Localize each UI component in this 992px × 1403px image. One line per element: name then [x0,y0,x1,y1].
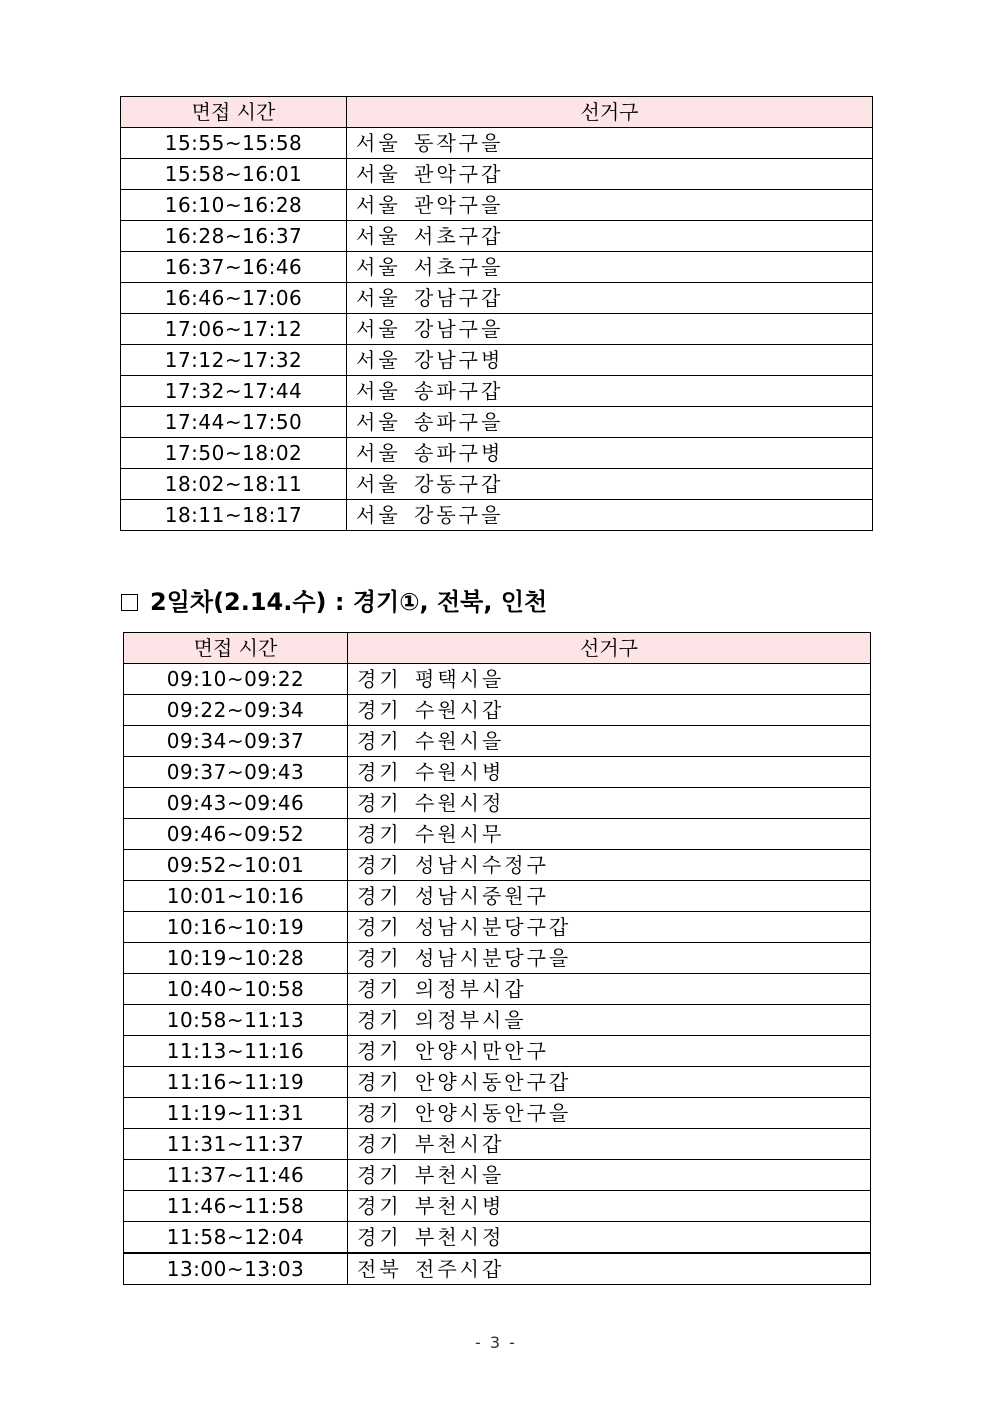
table-row [124,726,871,757]
time-cell: 09:10~09:22 [124,664,348,695]
table-header-row [124,633,871,664]
section-heading-day2 [121,582,547,617]
district-cell: 서울 강남구갑 [347,283,873,314]
time-cell: 09:43~09:46 [124,788,348,819]
table-row [124,1160,871,1191]
time-cell: 11:19~11:31 [124,1098,348,1129]
table-row [124,912,871,943]
time-cell: 15:55~15:58 [121,128,347,159]
time-cell: 11:13~11:16 [124,1036,348,1067]
table-row [124,1098,871,1129]
district-cell: 서울 송파구을 [347,407,873,438]
header-district: 선거구 [347,97,873,128]
table-row [121,500,873,531]
time-cell: 10:40~10:58 [124,974,348,1005]
district-cell: 경기 성남시중원구 [348,881,871,912]
table-row [124,881,871,912]
page-number: - 3 - [475,1333,517,1352]
district-cell: 경기 의정부시갑 [348,974,871,1005]
time-cell: 17:32~17:44 [121,376,347,407]
table-row [124,974,871,1005]
district-cell: 경기 부천시갑 [348,1129,871,1160]
header-district: 선거구 [348,633,871,664]
table-row [121,345,873,376]
district-cell: 경기 부천시병 [348,1191,871,1222]
time-cell: 10:16~10:19 [124,912,348,943]
time-cell: 09:37~09:43 [124,757,348,788]
header-time: 면접 시간 [121,97,347,128]
table-row [124,819,871,850]
district-cell: 전북 전주시갑 [348,1253,871,1285]
district-cell: 경기 성남시분당구을 [348,943,871,974]
time-cell: 10:58~11:13 [124,1005,348,1036]
checkbox-icon [121,594,138,611]
time-cell: 09:46~09:52 [124,819,348,850]
time-cell: 13:00~13:03 [124,1253,348,1285]
time-cell: 11:58~12:04 [124,1222,348,1254]
time-cell: 10:19~10:28 [124,943,348,974]
table-row [121,128,873,159]
table-row [121,252,873,283]
time-cell: 09:52~10:01 [124,850,348,881]
table-row [124,1222,871,1254]
table-body [121,128,873,531]
table-row [124,695,871,726]
district-cell: 경기 안양시동안구을 [348,1098,871,1129]
time-cell: 18:02~18:11 [121,469,347,500]
district-cell: 경기 부천시을 [348,1160,871,1191]
district-cell: 경기 안양시동안구갑 [348,1067,871,1098]
table-row [124,1253,871,1285]
district-cell: 경기 안양시만안구 [348,1036,871,1067]
district-cell: 서울 서초구을 [347,252,873,283]
district-cell: 경기 부천시정 [348,1222,871,1254]
time-cell: 17:44~17:50 [121,407,347,438]
table-row [124,788,871,819]
district-cell: 서울 강동구갑 [347,469,873,500]
table-row [124,1036,871,1067]
table-row [121,221,873,252]
district-cell: 경기 성남시수정구 [348,850,871,881]
district-cell: 경기 수원시갑 [348,695,871,726]
time-cell: 16:28~16:37 [121,221,347,252]
time-cell: 11:16~11:19 [124,1067,348,1098]
time-cell: 09:34~09:37 [124,726,348,757]
district-cell: 경기 수원시정 [348,788,871,819]
schedule-table-day2 [123,632,871,1285]
time-cell: 10:01~10:16 [124,881,348,912]
district-cell: 경기 성남시분당구갑 [348,912,871,943]
district-cell: 서울 강남구병 [347,345,873,376]
district-cell: 경기 수원시을 [348,726,871,757]
district-cell: 경기 의정부시을 [348,1005,871,1036]
table-row [124,1129,871,1160]
district-cell: 경기 평택시을 [348,664,871,695]
table-row [124,850,871,881]
table-body [124,664,871,1285]
table-row [121,314,873,345]
district-cell: 서울 서초구갑 [347,221,873,252]
table-row [121,407,873,438]
time-cell: 16:10~16:28 [121,190,347,221]
district-cell: 서울 동작구을 [347,128,873,159]
table-row [121,376,873,407]
table-row [124,1005,871,1036]
time-cell: 11:31~11:37 [124,1129,348,1160]
district-cell: 서울 강동구을 [347,500,873,531]
table-header-row [121,97,873,128]
section-heading-text: 2일차(2.14.수) : 경기①, 전북, 인천 [150,588,548,616]
table-row [124,1067,871,1098]
table-row [124,664,871,695]
table-row [121,190,873,221]
district-cell: 경기 수원시병 [348,757,871,788]
table-row [124,757,871,788]
district-cell: 서울 관악구갑 [347,159,873,190]
table-row [121,438,873,469]
time-cell: 16:37~16:46 [121,252,347,283]
header-time: 면접 시간 [124,633,348,664]
schedule-table-day1 [120,96,873,531]
time-cell: 17:50~18:02 [121,438,347,469]
time-cell: 09:22~09:34 [124,695,348,726]
time-cell: 16:46~17:06 [121,283,347,314]
time-cell: 17:12~17:32 [121,345,347,376]
table-row [121,159,873,190]
time-cell: 17:06~17:12 [121,314,347,345]
table-row [124,943,871,974]
district-cell: 경기 수원시무 [348,819,871,850]
time-cell: 15:58~16:01 [121,159,347,190]
time-cell: 11:46~11:58 [124,1191,348,1222]
district-cell: 서울 관악구을 [347,190,873,221]
table-row [124,1191,871,1222]
table-row [121,469,873,500]
district-cell: 서울 송파구갑 [347,376,873,407]
time-cell: 18:11~18:17 [121,500,347,531]
district-cell: 서울 송파구병 [347,438,873,469]
district-cell: 서울 강남구을 [347,314,873,345]
table-row [121,283,873,314]
time-cell: 11:37~11:46 [124,1160,348,1191]
